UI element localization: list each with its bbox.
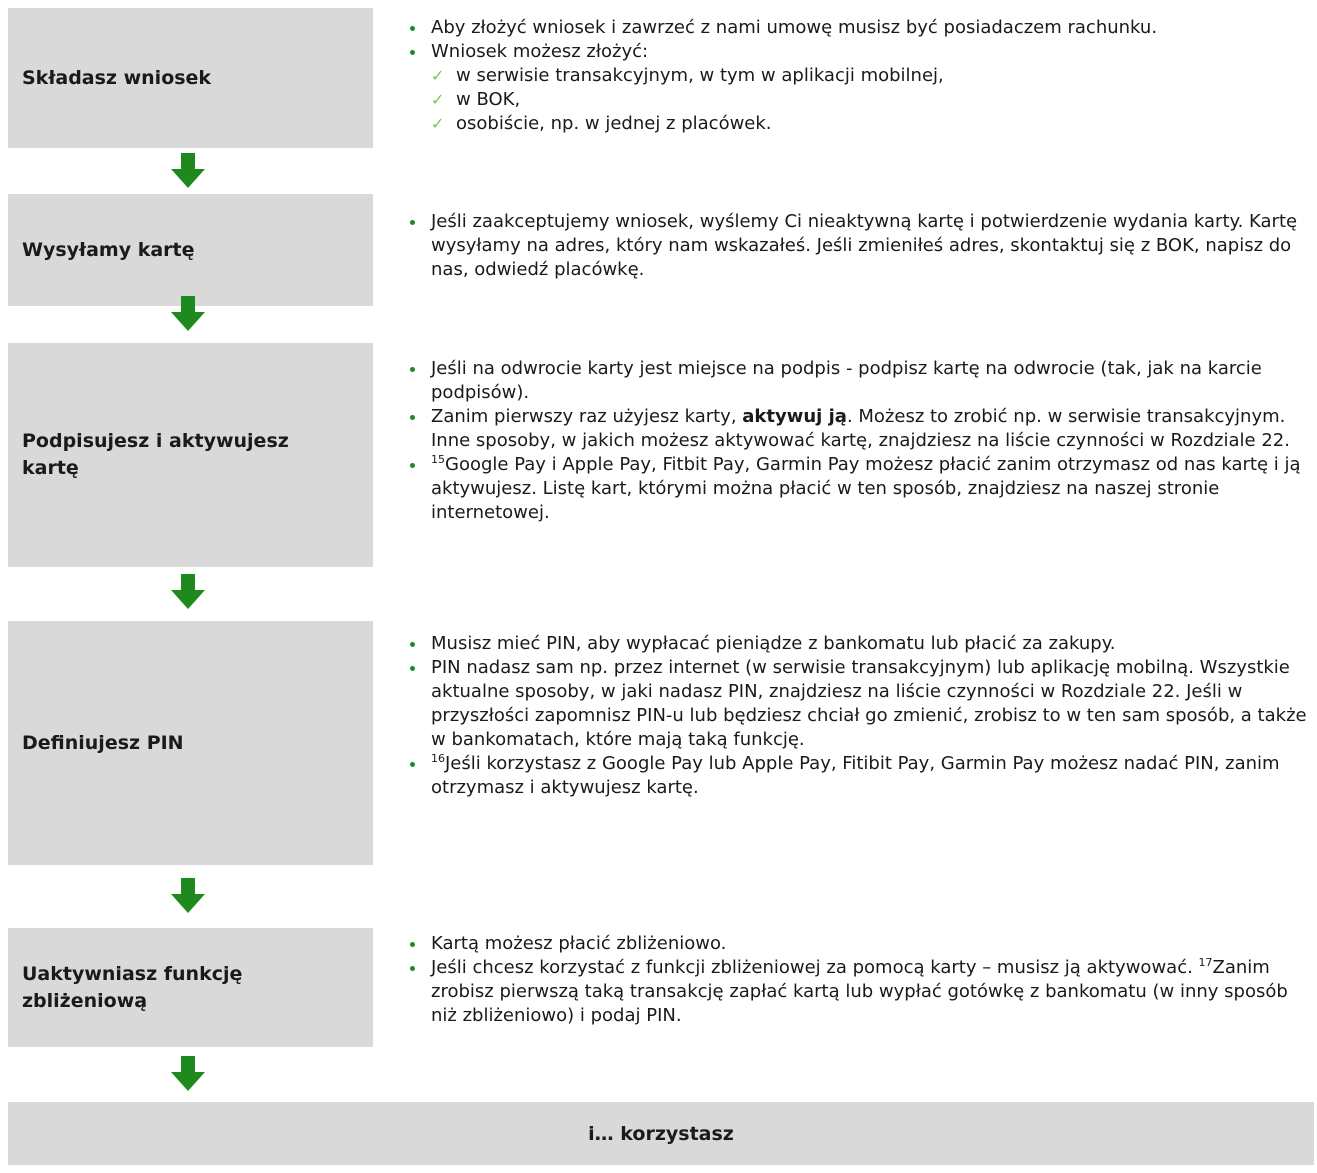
- arrow-down-icon: [170, 878, 206, 914]
- step-box-sign-activate-card: [8, 343, 373, 567]
- bullet-item: Jeśli na odwrocie karty jest miejsce na podpis - podpisz kartę na odwrocie (tak, jak na karcie podpisów).: [407, 357, 1313, 405]
- step-box-define-pin: [8, 621, 373, 865]
- bullet-item: Wniosek możesz złożyć: ✓ w serwisie transakcyjnym, w tym w aplikacji mobilnej, ✓ w BOK, ✓ osobiście, np. w jednej z placówek.: [407, 40, 1313, 136]
- step-label: Składasz wniosek: [22, 66, 212, 89]
- step-label: Definiujesz PIN: [22, 731, 184, 754]
- bullet-item: Zanim pierwszy raz użyjesz karty, aktywuj ją. Możesz to zrobić np. w serwisie transakcyjnym. Inne sposoby, w jakich możesz aktywować kartę, znajdziesz na liście czynności w Rozdziale 22.: [407, 405, 1313, 453]
- step-label: Wysyłamy kartę: [22, 238, 195, 261]
- step-description: [407, 210, 1313, 282]
- footnote-marker: 16: [431, 752, 445, 765]
- step-description: [407, 357, 1313, 525]
- check-item: ✓ osobiście, np. w jednej z placówek.: [431, 113, 772, 134]
- step-box-submit-application: [8, 8, 373, 148]
- step-description: [407, 932, 1313, 1028]
- arrow-down-icon: [170, 153, 206, 189]
- emphasis-activate: aktywuj ją: [742, 406, 847, 427]
- checkmark-icon: ✓: [431, 114, 445, 133]
- footnote-marker: 15: [431, 453, 445, 466]
- bullet-item: PIN nadasz sam np. przez internet (w serwisie transakcyjnym) lub aplikację mobilną. Wszystkie aktualne sposoby, w jaki nadasz PIN, znajdziesz na liście czynności w Rozdziale 22. Jeśli w przyszłości zapomnisz PIN-u lub będziesz chciał go zmienić, zrobisz to w ten sam sposób, a także w bankomatach, które mają taką funkcję.: [407, 656, 1313, 752]
- step-box-contactless: [8, 928, 373, 1047]
- bullet-item: Jeśli zaakceptujemy wniosek, wyślemy Ci nieaktywną kartę i potwierdzenie wydania karty. Kartę wysyłamy na adres, który nam wskazałeś. Jeśli zmieniłeś adres, skontaktuj się z BOK, napisz do nas, odwiedź placówkę.: [407, 210, 1313, 282]
- channel-list: [431, 64, 1313, 136]
- arrow-down-icon: [170, 296, 206, 332]
- bullet-item: $^{16}$Jeśli korzystasz z Google Pay lub Apple Pay, Fitibit Pay, Garmin Pay możesz nadać PIN, zanim otrzymasz i aktywujesz kartę.: [407, 752, 1313, 800]
- arrow-down-icon: [170, 1056, 206, 1092]
- check-item: ✓ w serwisie transakcyjnym, w tym w aplikacji mobilnej,: [431, 65, 944, 86]
- bullet-item: Aby złożyć wniosek i zawrzeć z nami umowę musisz być posiadaczem rachunku.: [407, 16, 1313, 40]
- checkmark-icon: ✓: [431, 66, 445, 85]
- step-description: [407, 16, 1313, 136]
- final-label: i… korzystasz: [588, 1122, 734, 1145]
- step-label: Podpisujesz i aktywujesz kartę: [22, 430, 289, 479]
- step-box-card-shipped: [8, 194, 373, 306]
- step-description: [407, 632, 1313, 800]
- final-step-box: [8, 1102, 1314, 1165]
- bullet-item: Musisz mieć PIN, aby wypłacać pieniądze z bankomatu lub płacić za zakupy.: [407, 632, 1313, 656]
- step-label: Uaktywniasz funkcję zbliżeniową: [22, 962, 243, 1012]
- arrow-down-icon: [170, 574, 206, 610]
- bullet-item: $^{15}$Google Pay i Apple Pay, Fitbit Pay, Garmin Pay możesz płacić zanim otrzymasz od nas kartę i ją aktywujesz. Listę kart, którymi można płacić w ten sposób, znajdziesz na naszej stronie internetowej.: [407, 453, 1313, 525]
- bullet-item: Jeśli chcesz korzystać z funkcji zbliżeniowej za pomocą karty – musisz ją aktywować. $^{17}$Zanim zrobisz pierwszą taką transakcję zapłać kartą lub wypłać gotówkę z bankomatu (w inny sposób niż zbliżeniowo) i podaj PIN.: [407, 956, 1313, 1028]
- footnote-marker: 17: [1198, 956, 1213, 969]
- checkmark-icon: ✓: [431, 90, 445, 109]
- bullet-item: Kartą możesz płacić zbliżeniowo.: [407, 932, 1313, 956]
- check-item: ✓ w BOK,: [431, 89, 521, 110]
